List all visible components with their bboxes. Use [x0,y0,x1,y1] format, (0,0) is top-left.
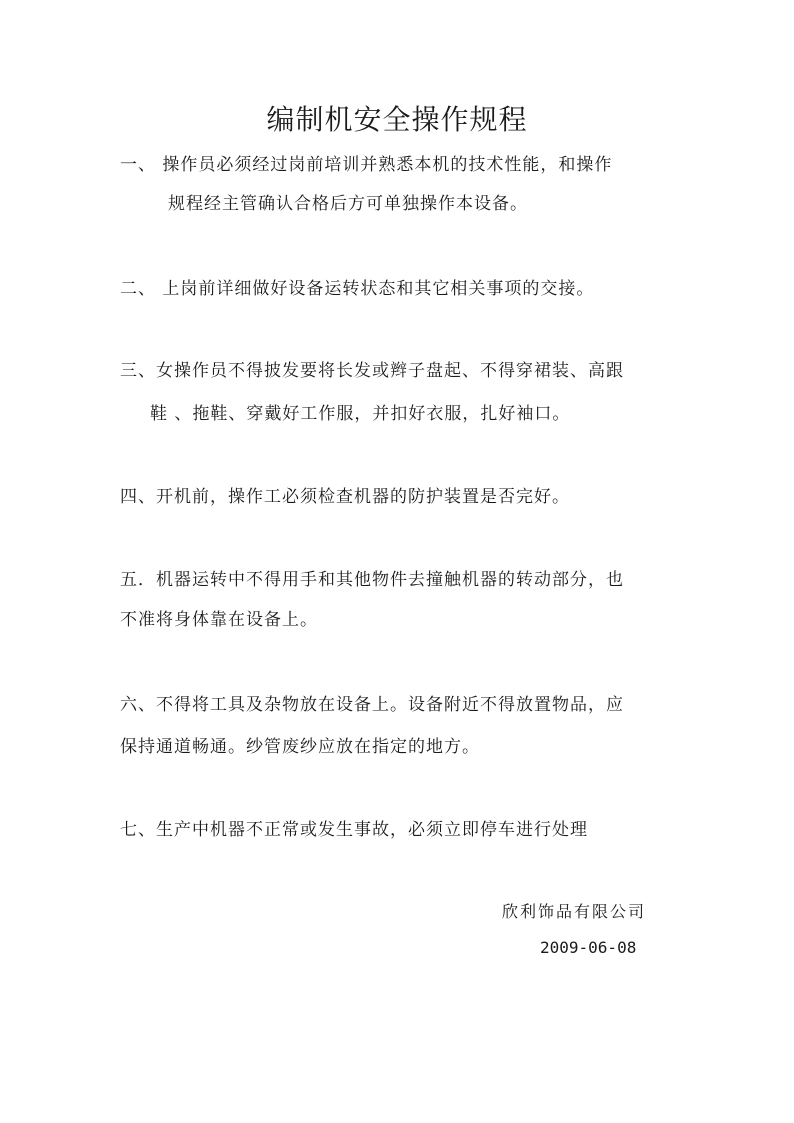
rule-6-line-1: 六、不得将工具及杂物放在设备上。设备附近不得放置物品，应 [120,695,624,715]
rule-5-line-2: 不准将身体靠在设备上。 [120,610,318,630]
rule-1-line-2: 规程经主管确认合格后方可单独操作本设备。 [168,194,528,214]
rule-2-line-1: 二、 上岗前详细做好设备运转状态和其它相关事项的交接。 [120,279,595,299]
rule-6-line-2: 保持通道畅通。纱管废纱应放在指定的地方。 [120,737,480,757]
document-title: 编制机安全操作规程 [266,103,528,136]
rule-5-line-1: 五．机器运转中不得用手和其他物件去撞触机器的转动部分，也 [120,570,624,590]
rule-1-line-1: 一、 操作员必须经过岗前培训并熟悉本机的技术性能，和操作 [120,155,613,175]
rule-3-line-2: 鞋 、拖鞋、穿戴好工作服，并扣好衣服，扎好袖口。 [150,404,571,424]
rule-4-line-1: 四、开机前，操作工必须检查机器的防护装置是否完好。 [120,487,570,507]
document-date: 2009-06-08 [540,938,637,957]
rule-7-line-1: 七、生产中机器不正常或发生事故，必须立即停车进行处理 [120,820,588,840]
rule-3-line-1: 三、女操作员不得披发要将长发或辫子盘起、不得穿裙装、高跟 [120,361,624,381]
company-name: 欣利饰品有限公司 [502,902,647,921]
